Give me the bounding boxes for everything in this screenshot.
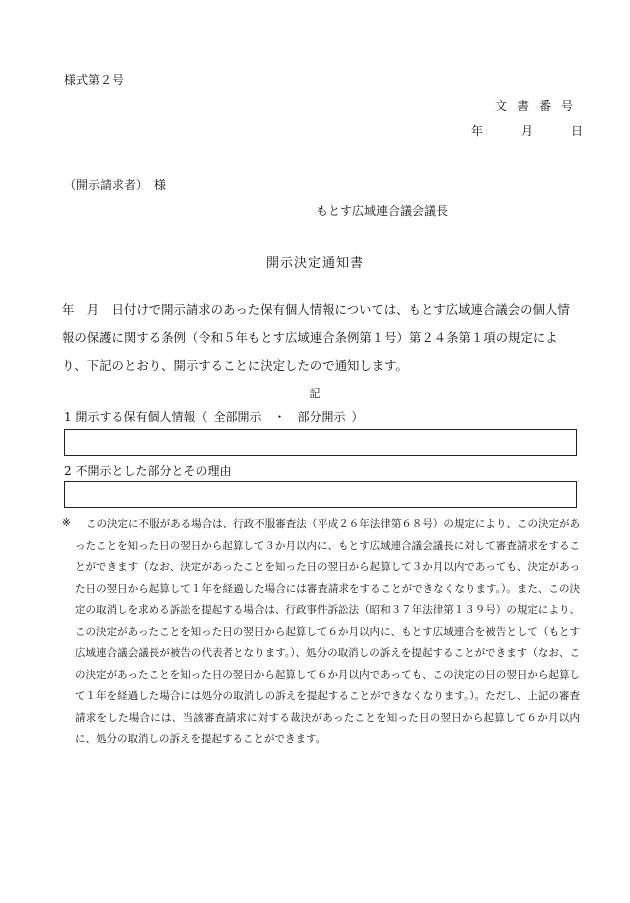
- item1-box[interactable]: [64, 429, 577, 456]
- date-month: 月: [520, 124, 533, 138]
- form-number: 様式第２号: [64, 73, 125, 87]
- sender-name: もとす広域連合議会議長: [316, 204, 449, 218]
- option-separator: ・: [273, 410, 286, 424]
- item1-label: [64, 408, 364, 425]
- item1-label-text: 1 開示する保有個人情報（: [64, 410, 208, 424]
- note-text: この決定に不服がある場合は、行政不服審査法（平成２６年法律第６８号）の規定により、この決定があったことを知った日の翌日から起算して３か月以内に、もとす広域連合議会議長に対して審査請求をすることができます（なお、決定があったことを知った日の翌日から起算して３か月以内であっても、決定があった日の翌日から起算して１年を経過した場合には審査請求をすることができなくなります。）。また、この決定の取消しを求める訴訟を提起する場合は、行政事件訴訟法（昭和３７年法律第１３９号）の規定により、この決定があったことを知った日の翌日から起算して６か月以内に、もとす広域連合を被告として（もとす広域連合議会議長が被告の代表者となります。）、処分の取消しの訴えを提起することができます（なお、この決定があったことを知った日の翌日から起算して６か月以内であっても、この決定の日の翌日から起算して１年を経過した場合には処分の取消しの訴えを提起することができなくなります。）。ただし、上記の審査請求をした場合には、当該審査請求に対する裁決があったことを知った日の翌日から起算して６か月以内に、処分の取消しの訴えを提起することができます。: [75, 518, 580, 745]
- item2-label: 2 不開示とした部分とその理由: [64, 464, 232, 478]
- ki-heading: 記: [309, 387, 321, 400]
- option-partial-disclosure: 部分開示: [297, 410, 346, 424]
- note-mark: ※: [62, 517, 71, 529]
- document-number-label: 文書番号: [494, 99, 583, 113]
- date-year: 年: [470, 124, 483, 138]
- body-paragraph: 年 月 日付けで開示請求のあった保有個人情報については、もとす広域連合議会の個人情報の保護に関する条例（令和５年もとす広域連合条例第１号）第２４条第１項の規定により、下記のとおり、開示することに決定したので通知します。: [62, 302, 570, 373]
- option-full-disclosure: 全部開示: [213, 410, 262, 424]
- document-title: 開示決定通知書: [265, 256, 364, 271]
- date-line: [451, 122, 583, 139]
- item2-box[interactable]: [64, 481, 577, 508]
- requester-name: （開示請求者） 様: [64, 178, 167, 192]
- item1-close: ）: [351, 410, 364, 424]
- date-day: 日: [570, 124, 583, 138]
